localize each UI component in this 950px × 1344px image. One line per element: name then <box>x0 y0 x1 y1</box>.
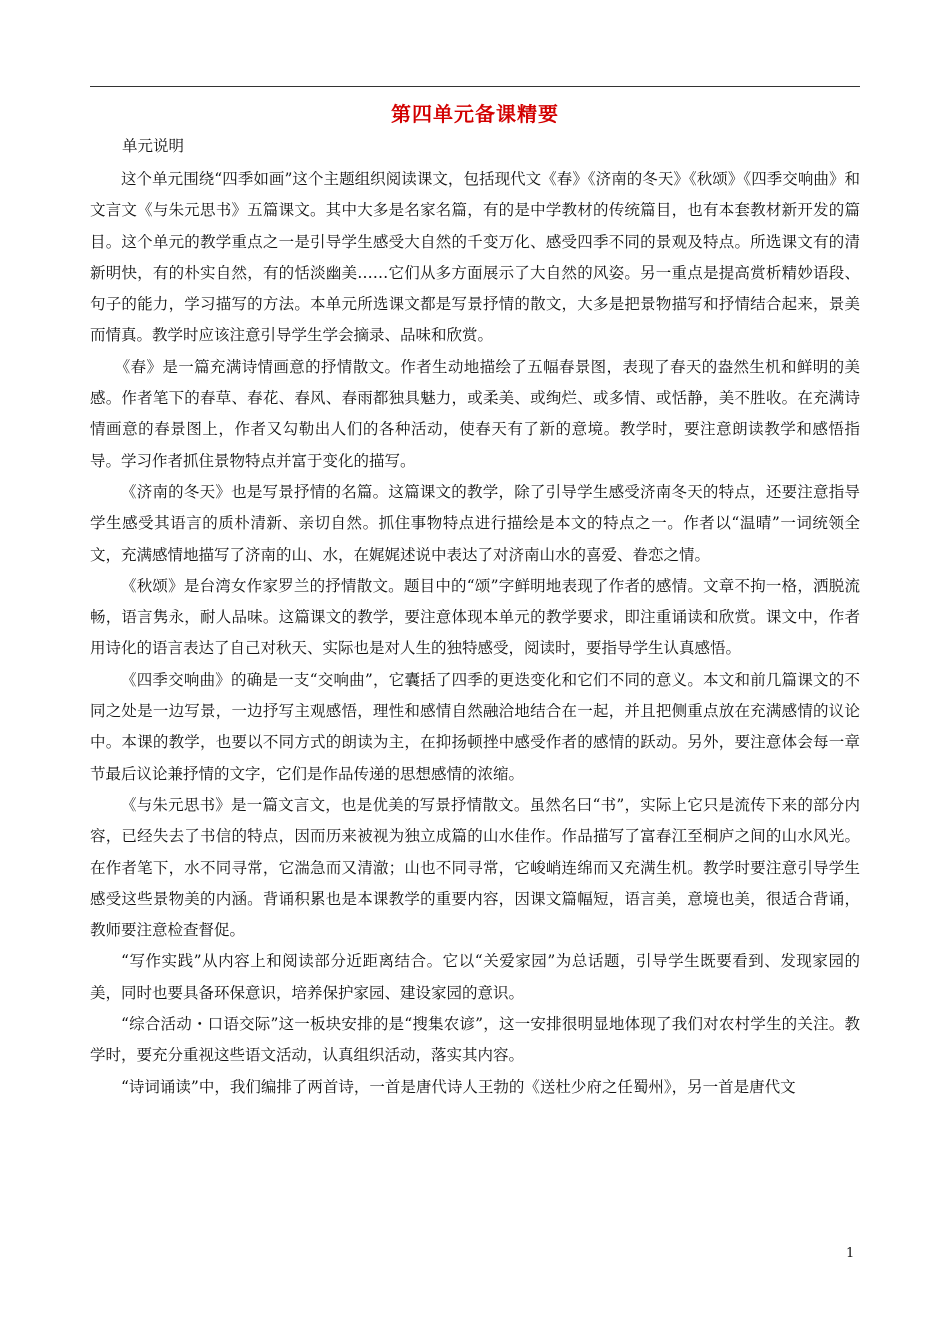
paragraph-autumn-ode: 《秋颂》是台湾女作家罗兰的抒情散文。题目中的“颂”字鲜明地表现了作者的感情。文章不拘一格，洒脱流畅，语言隽永，耐人品味。这篇课文的教学，要注意体现本单元的教学要求，即注重诵读和欣赏。课文中，作者用诗化的语言表达了自己对秋天、实际也是对人生的独特感受，阅读时，要指导学生认真感悟。 <box>90 576 860 658</box>
paragraph-spring: 《春》是一篇充满诗情画意的抒情散文。作者生动地描绘了五幅春景图，表现了春天的盎然生机和鲜明的美感。作者笔下的春草、春花、春风、春雨都独具魅力，或柔美、或绚烂、或多情、或恬静，美不胜收。在充满诗情画意的春景图上，作者又勾勒出人们的各种活动，使春天有了新的意境。教学时，要注意朗读教学和感悟指导。学习作者抓住景物特点并富于变化的描写。 <box>90 357 860 470</box>
section-heading: 单元说明 <box>122 137 185 155</box>
paragraph-jinan-winter: 《济南的冬天》也是写景抒情的名篇。这篇课文的教学，除了引导学生感受济南冬天的特点，还要注意指导学生感受其语言的质朴清新、亲切自然。抓住事物特点进行描绘是本文的特点之一。作者以“温晴”一词统领全文，充满感情地描写了济南的山、水，在娓娓述说中表达了对济南山水的喜爱、眷恋之情。 <box>90 482 860 564</box>
body-text <box>90 164 860 1103</box>
header-rule <box>90 86 860 87</box>
paragraph-writing-practice: “写作实践”从内容上和阅读部分近距离结合。它以“关爱家园”为总话题，引导学生既要看到、发现家园的美，同时也要具备环保意识，培养保护家园、建设家园的意识。 <box>90 952 860 1002</box>
paragraph-yu-zhu-yuansi-shu: 《与朱元思书》是一篇文言文，也是优美的写景抒情散文。虽然名曰“书”，实际上它只是流传下来的部分内容，已经失去了书信的特点，因而历来被视为独立成篇的山水佳作。作品描写了富春江至桐庐之间的山水风光。在作者笔下，水不同寻常，它湍急而又清澈；山也不同寻常，它峻峭连绵而又充满生机。教学时要注意引导学生感受这些景物美的内涵。背诵积累也是本课教学的重要内容，因课文篇幅短，语言美，意境也美，很适合背诵，教师要注意检查督促。 <box>90 795 860 940</box>
paragraph-four-seasons-symphony: 《四季交响曲》的确是一支“交响曲”，它囊括了四季的更迭变化和它们不同的意义。本文和前几篇课文的不同之处是一边写景，一边抒写主观感悟，理性和感情自然融洽地结合在一起，并且把侧重点放在充满感情的议论中。本课的教学，也要以不同方式的朗读为主，在抑扬顿挫中感受作者的感情的跃动。另外，要注意体会每一章节最后议论兼抒情的文字，它们是作品传递的思想感情的浓缩。 <box>90 670 860 783</box>
page-title: 第四单元备课精要 <box>391 102 559 126</box>
paragraph-unit-overview: 这个单元围绕“四季如画”这个主题组织阅读课文，包括现代文《春》《济南的冬天》《秋颂》《四季交响曲》和文言文《与朱元思书》五篇课文。其中大多是名家名篇，有的是中学教材的传统篇目，也有本套教材新开发的篇目。这个单元的教学重点之一是引导学生感受大自然的千变万化、感受四季不同的景观及特点。所选课文有的清新明快，有的朴实自然，有的恬淡幽美……它们从多方面展示了大自然的风姿。另一重点是提高赏析精妙语段、句子的能力，学习描写的方法。本单元所选课文都是写景抒情的散文，大多是把景物描写和抒情结合起来，景美而情真。教学时应该注意引导学生学会摘录、品味和欣赏。 <box>90 170 860 345</box>
paragraph-poetry-recitation: “诗词诵读”中，我们编排了两首诗，一首是唐代诗人王勃的《送杜少府之任蜀州》，另一首是唐代文 <box>121 1077 796 1096</box>
paragraph-oral-communication: “综合活动・口语交际”这一板块安排的是“搜集农谚”，这一安排很明显地体现了我们对农村学生的关注。教学时，要充分重视这些语文活动，认真组织活动，落实其内容。 <box>90 1015 860 1065</box>
page-number: 1 <box>846 1246 855 1261</box>
